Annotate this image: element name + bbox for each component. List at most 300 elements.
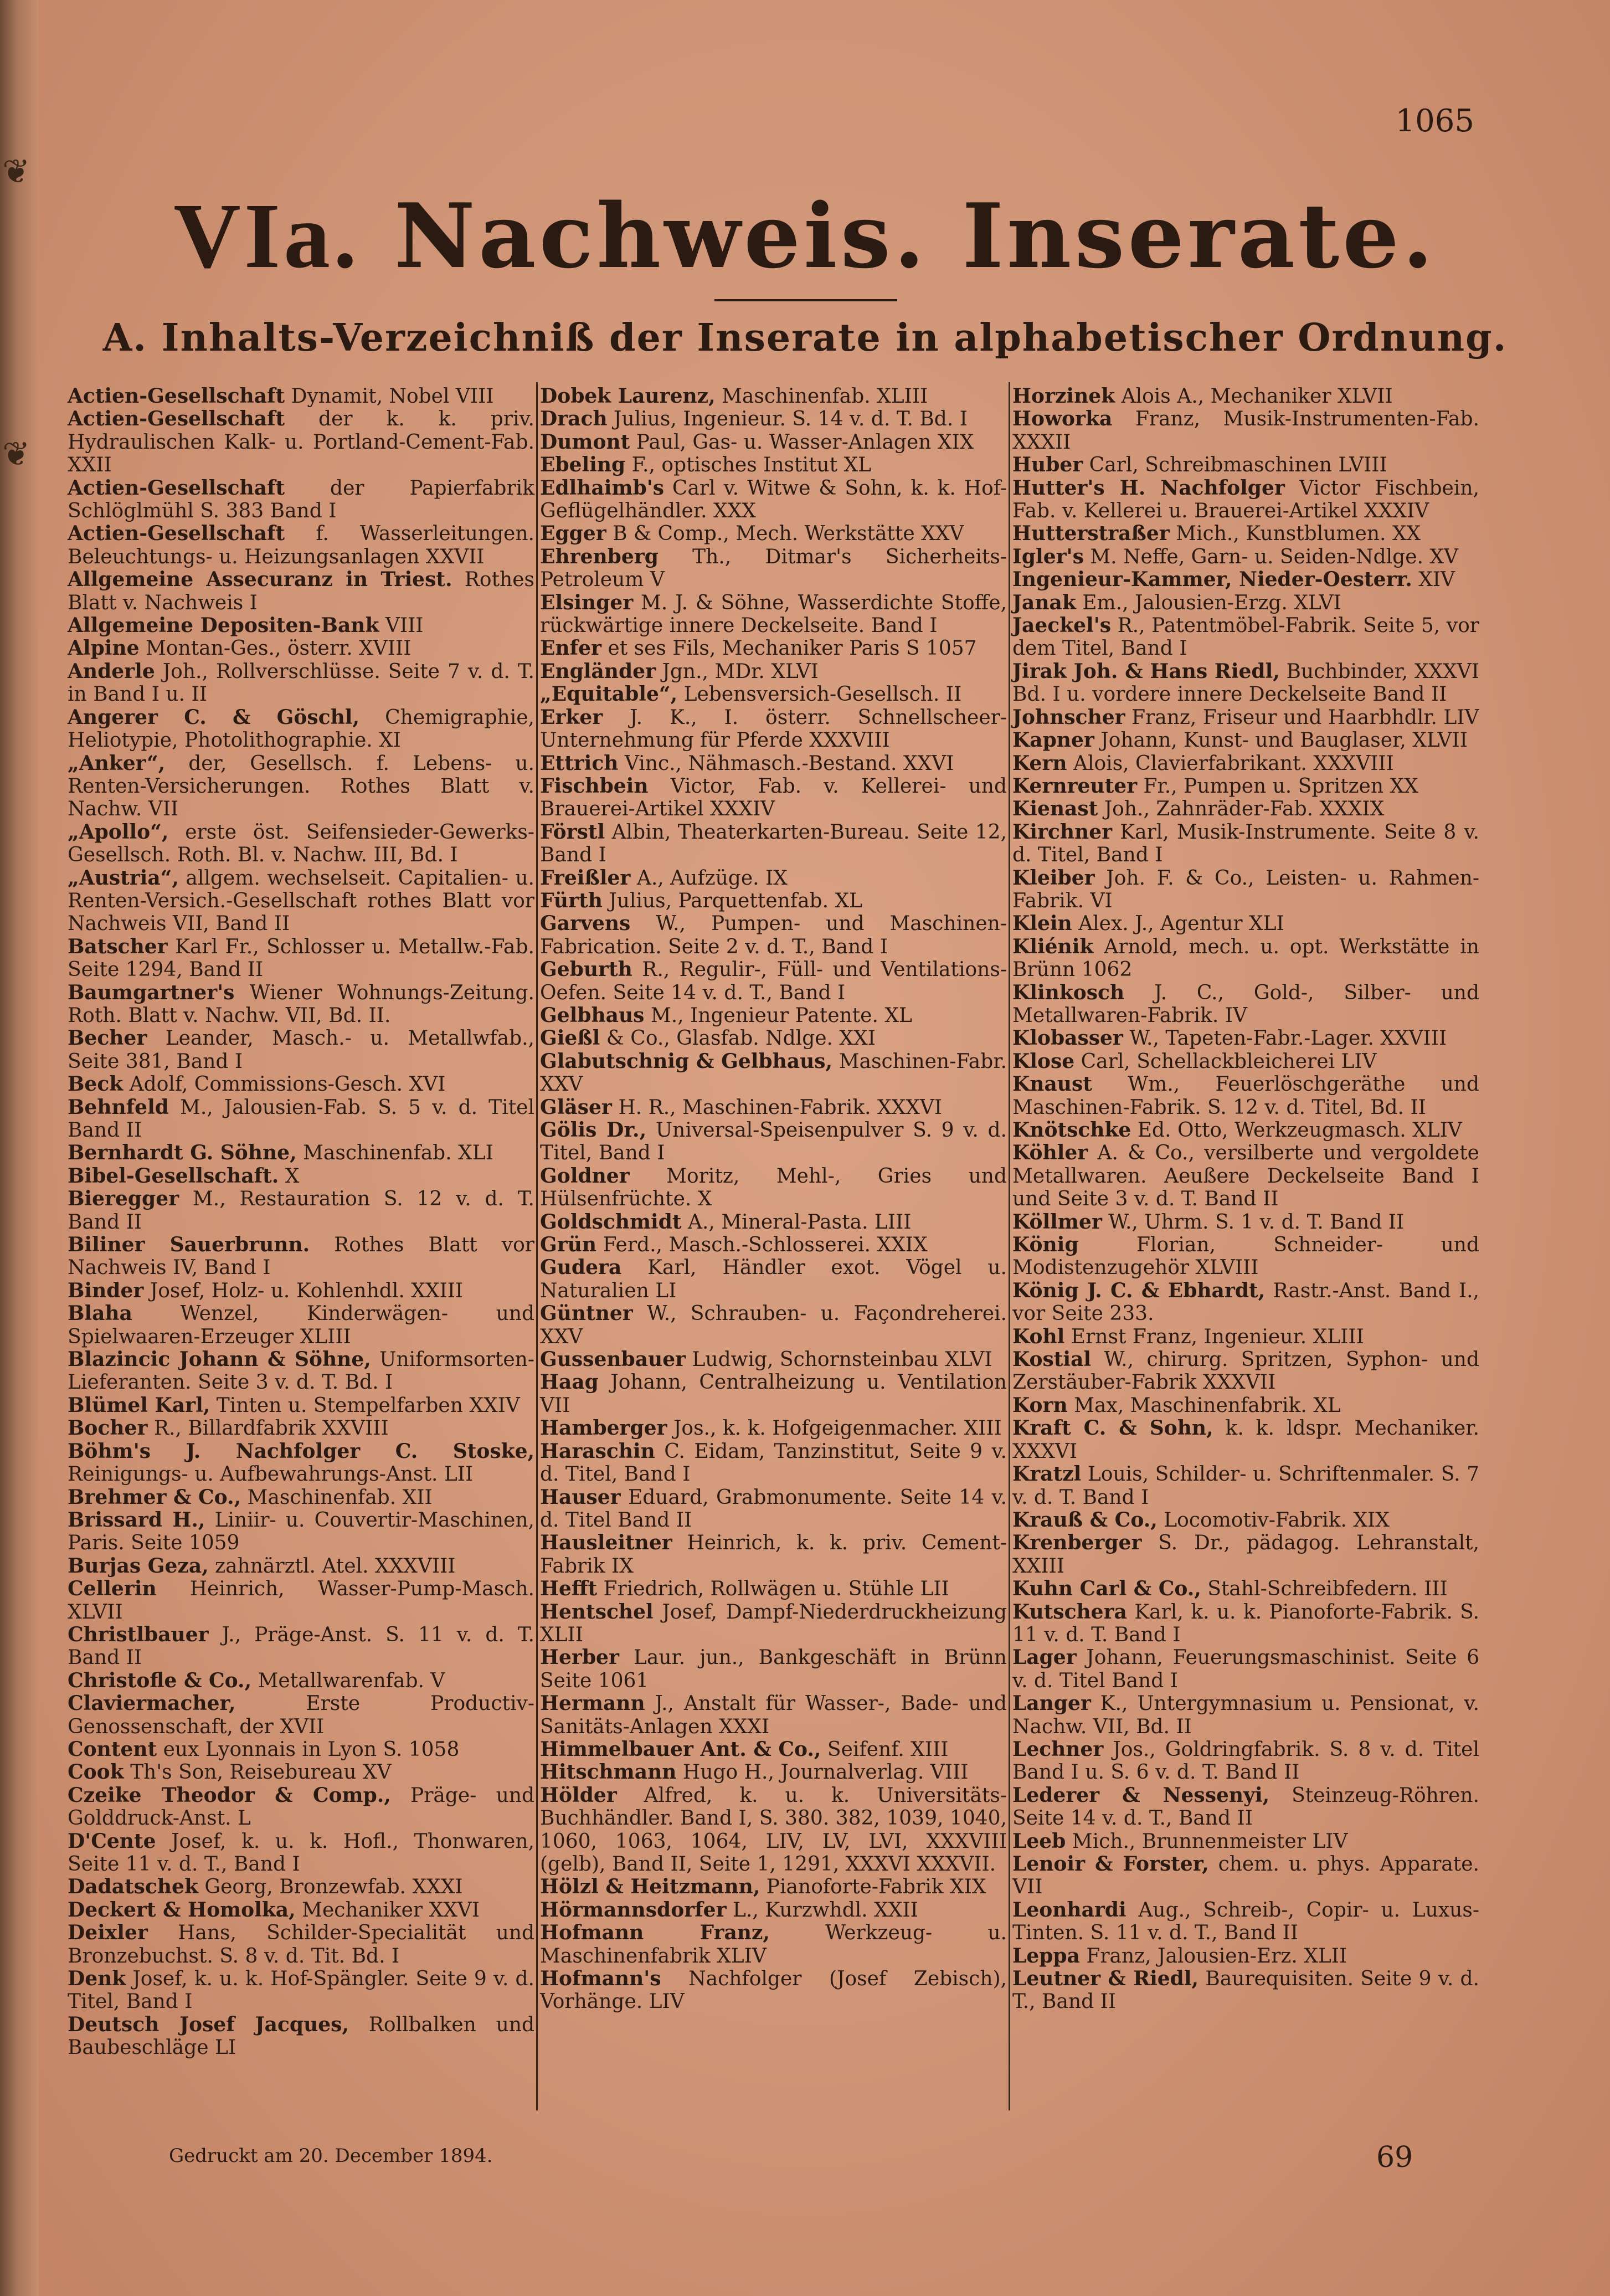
entry-detail: M. Neffe, Garn- u. Seiden-Ndlge. XV: [1083, 545, 1459, 568]
entry-detail: Moritz, Mehl-, Gries und Hülsenfrüchte. X: [540, 1164, 1007, 1211]
entry-detail: Joh., Rollverschlüsse. Seite 7 v. d. T. in Band I u. II: [68, 660, 534, 706]
entry-name: Köllmer: [1012, 1210, 1102, 1234]
entry-name: Lederer & Nessenyi,: [1012, 1783, 1270, 1807]
index-entry: [540, 546, 1007, 592]
entry-name: Alpine: [68, 636, 140, 660]
index-entry: [68, 982, 534, 1028]
index-entry: [1012, 1509, 1479, 1532]
index-entry: [1012, 1692, 1479, 1738]
entry-name: Johnscher: [1012, 705, 1125, 729]
entry-detail: Josef, Dampf-Niederdruckheizung XLII: [540, 1600, 1007, 1646]
index-entry: [68, 1761, 534, 1784]
index-entry: [540, 592, 1007, 638]
entry-detail: Wm., Feuerlöschgeräthe und Maschinen-Fabrik. S. 12 v. d. Titel, Bd. II: [1012, 1073, 1479, 1119]
index-entry: [540, 1646, 1007, 1692]
index-entry: [68, 522, 534, 568]
entry-name: Klobasser: [1012, 1026, 1123, 1050]
index-entry: [68, 1578, 534, 1624]
index-entry: [1012, 1784, 1479, 1830]
index-entry: [1012, 660, 1479, 706]
index-entry: [1012, 1280, 1479, 1326]
print-date-footer: Gedruckt am 20. December 1894.: [169, 2145, 493, 2167]
entry-name: Burjas Geza,: [68, 1554, 209, 1578]
index-entry: [68, 1234, 534, 1280]
entry-name: Herber: [540, 1646, 619, 1670]
entry-detail: R., Billardfabrik XXVIII: [147, 1417, 389, 1440]
index-entry: [1012, 1601, 1479, 1647]
entry-name: Anderle: [68, 659, 155, 683]
entry-name: Denk: [68, 1967, 126, 1991]
entry-detail: Franz, Musik-Instrumenten-Fab. XXXII: [1012, 408, 1479, 454]
entry-name: Knötschke: [1012, 1118, 1131, 1142]
entry-detail: zahnärztl. Atel. XXXVIII: [208, 1554, 456, 1578]
entry-detail: Seifenf. XIII: [821, 1738, 949, 1761]
entry-detail: Julius, Ingenieur. S. 14 v. d. T. Bd. I: [607, 408, 968, 431]
index-entry: [1012, 1211, 1479, 1234]
entry-name: Dadatschek: [68, 1875, 198, 1899]
index-entry: [540, 522, 1007, 545]
entry-name: Haraschin: [540, 1439, 655, 1463]
entry-name: Kienast: [1012, 797, 1098, 821]
index-column-3: [1012, 385, 1479, 2014]
index-entry: [540, 912, 1007, 958]
entry-detail: W., Schrauben- u. Façondreherei. XXV: [540, 1302, 1007, 1348]
index-column-1: [68, 385, 534, 2059]
entry-name: Knaust: [1012, 1072, 1092, 1096]
index-entry: [540, 1371, 1007, 1417]
index-entry: [68, 706, 534, 752]
entry-name: Kliénik: [1012, 934, 1094, 958]
entry-name: Ingenieur-Kammer, Nieder-Oesterr.: [1012, 568, 1412, 592]
entry-detail: Joh., Zahnräder-Fab. XXXIX: [1098, 798, 1385, 821]
index-entry: [540, 1050, 1007, 1096]
entry-name: Enfer: [540, 636, 601, 660]
column-divider: [1009, 382, 1010, 2110]
entry-name: Egger: [540, 522, 606, 546]
entry-name: Hutterstraßer: [1012, 522, 1170, 546]
entry-name: Batscher: [68, 934, 168, 958]
entry-name: Dumont: [540, 430, 630, 454]
entry-name: Kernreuter: [1012, 774, 1138, 798]
entry-name: Böhm's J. Nachfolger C. Stoske,: [68, 1439, 534, 1463]
entry-detail: R., Patentmöbel-Fabrik. Seite 5, vor dem Titel, Band I: [1012, 614, 1479, 660]
entry-detail: Karl, Händler exot. Vögel u. Naturalien LI: [540, 1256, 1007, 1302]
entry-detail: Chemigraphie, Heliotypie, Photolithographie. XI: [68, 706, 535, 752]
entry-detail: Leander, Masch.- u. Metallwfab., Seite 381, Band I: [68, 1027, 534, 1073]
entry-detail: Victor Fischbein, Fab. v. Kellerei u. Brauerei-Artikel XXXIV: [1012, 476, 1479, 523]
entry-name: Leonhardi: [1012, 1898, 1127, 1922]
entry-name: Hamberger: [540, 1416, 667, 1440]
section-title-text: Nachweis. Inserate.: [394, 184, 1437, 288]
entry-name: Kleiber: [1012, 866, 1095, 890]
index-entry: [540, 1761, 1007, 1784]
index-entry: [1012, 614, 1479, 660]
entry-detail: Louis, Schilder- u. Schriftenmaler. S. 7 v. d. T. Band I: [1012, 1463, 1479, 1509]
entry-name: Himmelbauer Ant. & Co.,: [540, 1737, 821, 1761]
index-entry: [540, 867, 1007, 890]
entry-name: Haag: [540, 1370, 599, 1394]
entry-detail: A., Mineral-Pasta. LIII: [681, 1210, 912, 1234]
entry-name: Igler's: [1012, 545, 1084, 568]
index-entry: [1012, 1073, 1479, 1119]
index-entry: [1012, 1417, 1479, 1463]
index-entry: [68, 1348, 534, 1394]
entry-name: Biliner Sauerbrunn.: [68, 1233, 310, 1257]
entry-detail: Locomotiv-Fabrik. XIX: [1157, 1508, 1390, 1532]
index-column-2: [540, 385, 1007, 2014]
entry-detail: Rothes Blatt v. Nachweis I: [68, 568, 534, 614]
entry-detail: Maschinen-Fabr. XXV: [540, 1050, 1007, 1096]
entry-name: Blazincic Johann & Söhne,: [68, 1348, 371, 1372]
entry-detail: Friedrich, Rollwägen u. Stühle LII: [597, 1578, 949, 1601]
entry-name: Kern: [1012, 751, 1067, 775]
entry-name: Engländer: [540, 659, 656, 683]
index-entry: [1012, 477, 1479, 523]
entry-detail: Montan-Ges., österr. XVIII: [139, 637, 411, 660]
entry-name: Klinkosch: [1012, 980, 1125, 1004]
entry-detail: Laur. jun., Bankgeschäft in Brünn Seite 1061: [540, 1646, 1007, 1692]
entry-detail: Adolf, Commissions-Gesch. XVI: [123, 1073, 446, 1096]
index-entry: [1012, 1326, 1479, 1348]
entry-detail: Maschinenfab. XLIII: [715, 385, 928, 408]
entry-name: Güntner: [540, 1302, 633, 1326]
entry-name: Ettrich: [540, 751, 619, 775]
index-entry: [1012, 1050, 1479, 1073]
entry-name: Christofle & Co.,: [68, 1668, 252, 1692]
entry-detail: K., Untergymnasium u. Pensionat, v. Nachw. VII, Bd. II: [1012, 1692, 1479, 1738]
index-entry: [68, 1073, 534, 1096]
entry-detail: Joh. F. & Co., Leisten- u. Rahmen-Fabrik. VI: [1012, 866, 1479, 912]
entry-name: Hörmannsdorfer: [540, 1898, 727, 1922]
entry-detail: S. Dr., pädagog. Lehranstalt, XXIII: [1012, 1532, 1479, 1578]
entry-detail: der k. k. priv. Hydraulischen Kalk- u. Portland-Cement-Fab. XXII: [68, 408, 534, 477]
entry-detail: Tinten u. Stempelfarben XXIV: [210, 1394, 520, 1417]
entry-detail: Dynamit, Nobel VIII: [285, 385, 494, 408]
entry-detail: M. J. & Söhne, Wasserdichte Stoffe, rückwärtige innere Deckelseite. Band I: [540, 591, 1007, 638]
entry-name: Hitschmann: [540, 1760, 677, 1784]
index-entry: [68, 1968, 534, 2014]
entry-detail: J., Präge-Anst. S. 11 v. d. T. Band II: [68, 1623, 534, 1670]
entry-detail: Pianoforte-Fabrik XIX: [760, 1876, 986, 1899]
entry-detail: Karl, k. u. k. Pianoforte-Fabrik. S. 11 v. d. T. Band I: [1012, 1600, 1479, 1646]
index-entry: [1012, 936, 1479, 982]
entry-name: Geburth: [540, 958, 632, 982]
column-divider: [536, 382, 538, 2110]
entry-name: Deixler: [68, 1921, 148, 1945]
entry-detail: Alois, Clavierfabrikant. XXXVIII: [1067, 752, 1394, 775]
index-entry: [540, 1601, 1007, 1647]
index-entry: [68, 568, 534, 614]
entry-detail: Rollbalken und Baubeschläge LI: [68, 2013, 535, 2059]
index-entry: [1012, 821, 1479, 867]
entry-detail: Th., Ditmar's Sicherheits-Petroleum V: [540, 545, 1007, 592]
ornament-icon: ❦: [2, 152, 30, 191]
index-entry: [1012, 1348, 1479, 1394]
index-entry: [540, 1440, 1007, 1486]
entry-name: Ehrenberg: [540, 545, 659, 568]
index-entry: [68, 1738, 534, 1761]
index-entry: [1012, 385, 1479, 408]
entry-detail: Jgn., MDr. XLVI: [656, 660, 819, 683]
index-entry: [540, 1211, 1007, 1234]
entry-detail: Carl, Schreibmaschinen LVIII: [1083, 454, 1387, 477]
entry-detail: J., Anstalt für Wasser-, Bade- und Sanitäts-Anlagen XXXI: [540, 1692, 1007, 1738]
entry-detail: Nachfolger (Josef Zebisch), Vorhänge. LIV: [540, 1968, 1007, 2014]
entry-name: Bieregger: [68, 1187, 179, 1211]
entry-detail: J. C., Gold-, Silber- und Metallwaren-Fabrik. IV: [1012, 981, 1479, 1027]
index-entry: [1012, 729, 1479, 752]
entry-name: Hefft: [540, 1577, 598, 1601]
entry-name: Deckert & Homolka,: [68, 1898, 296, 1922]
entry-detail: allgem. wechselseit. Capitalien- u. Renten-Versich.-Gesellschaft rothes Blatt vor Nachweis VII, Band II: [68, 866, 534, 936]
entry-name: Drach: [540, 407, 608, 431]
index-entry: [68, 637, 534, 660]
index-entry: [540, 775, 1007, 821]
entry-name: König J. C. & Ebhardt,: [1012, 1278, 1266, 1302]
entry-detail: Mich., Kunstblumen. XX: [1169, 522, 1421, 546]
entry-name: Grün: [540, 1233, 597, 1257]
index-entry: [1012, 568, 1479, 591]
entry-name: „Apollo“,: [68, 820, 169, 844]
index-entry: [68, 1876, 534, 1898]
entry-name: Cellerin: [68, 1577, 157, 1601]
index-entry: [540, 1165, 1007, 1211]
index-entry: [1012, 752, 1479, 775]
entry-name: Klein: [1012, 912, 1072, 936]
index-entry: [540, 1899, 1007, 1922]
entry-name: Lager: [1012, 1646, 1077, 1670]
entry-name: Kapner: [1012, 728, 1094, 752]
entry-name: Gelbhaus: [540, 1003, 645, 1027]
entry-name: Gudera: [540, 1256, 622, 1280]
index-entry: [1012, 1830, 1479, 1853]
entry-detail: Werkzeug- u. Maschinenfabrik XLIV: [540, 1922, 1007, 1968]
entry-name: Hofmann Franz,: [540, 1921, 770, 1945]
entry-detail: W., Uhrm. S. 1 v. d. T. Band II: [1102, 1210, 1405, 1234]
entry-name: Hutter's H. Nachfolger: [1012, 476, 1285, 500]
entry-name: Goldschmidt: [540, 1210, 682, 1234]
entry-detail: Wiener Wohnungs-Zeitung. Roth. Blatt v. Nachw. VII, Bd. II.: [68, 981, 534, 1027]
entry-name: Actien-Gesellschaft: [68, 407, 285, 431]
entry-name: Jirak Joh. & Hans Riedl,: [1012, 659, 1280, 683]
index-entry: [1012, 1945, 1479, 1968]
index-entry: [68, 1417, 534, 1440]
entry-name: Hauser: [540, 1485, 621, 1509]
entry-detail: Hans, Schilder-Specialität und Bronzebuchst. S. 8 v. d. Tit. Bd. I: [68, 1922, 534, 1968]
entry-detail: XIV: [1412, 568, 1455, 592]
entry-name: Kratzl: [1012, 1462, 1082, 1486]
entry-name: Korn: [1012, 1393, 1068, 1417]
entry-name: Bernhardt G. Söhne,: [68, 1141, 297, 1165]
entry-detail: Wenzel, Kinderwägen- und Spielwaaren-Erzeuger XLIII: [68, 1302, 534, 1348]
entry-name: Hölder: [540, 1783, 617, 1807]
index-entry: [68, 1302, 534, 1348]
entry-detail: Josef, k. u. k. Hof-Spängler. Seite 9 v. d. Titel, Band I: [68, 1968, 534, 2014]
index-entry: [540, 1256, 1007, 1302]
entry-detail: Ed. Otto, Werkzeugmasch. XLIV: [1131, 1119, 1462, 1142]
entry-name: Freißler: [540, 866, 631, 890]
index-entry: [540, 1784, 1007, 1876]
entry-detail: Julius, Parquettenfab. XL: [602, 889, 862, 912]
entry-detail: W., Tapeten-Fabr.-Lager. XXVIII: [1123, 1027, 1447, 1050]
entry-name: Blümel Karl,: [68, 1393, 210, 1417]
index-entry: [1012, 867, 1479, 913]
entry-name: Allgemeine Depositen-Bank: [68, 614, 379, 638]
index-entry: [540, 1738, 1007, 1761]
entry-name: Bocher: [68, 1416, 148, 1440]
entry-detail: Reinigungs- u. Aufbewahrungs-Anst. LII: [68, 1463, 474, 1486]
entry-detail: A. & Co., versilberte und vergoldete Metallwaren. Aeußere Deckelseite Band I und Seite 3 v. d. T. Band II: [1012, 1142, 1479, 1211]
entry-name: Becher: [68, 1026, 147, 1050]
entry-name: Edlhaimb's: [540, 476, 665, 500]
entry-detail: & Co., Glasfab. Ndlge. XXI: [600, 1027, 876, 1050]
entry-detail: Rastr.-Anst. Band I., vor Seite 233.: [1012, 1279, 1479, 1326]
index-entry: [68, 1670, 534, 1692]
entry-detail: W., chirurg. Spritzen, Syphon- und Zerstäuber-Fabrik XXXVII: [1012, 1348, 1479, 1394]
index-entry: [540, 431, 1007, 454]
entry-name: Lenoir & Forster,: [1012, 1852, 1209, 1876]
entry-name: „Anker“,: [68, 751, 166, 775]
entry-name: Hölzl & Heitzmann,: [540, 1875, 760, 1899]
entry-detail: Liniir- u. Couvertir-Maschinen, Paris. Seite 1059: [68, 1508, 534, 1555]
entry-detail: Erste Productiv-Genossenschaft, der XVII: [68, 1692, 534, 1738]
entry-detail: C. Eidam, Tanzinstitut, Seite 9 v. d. Titel, Band I: [540, 1440, 1007, 1486]
index-entry: [1012, 1234, 1479, 1280]
entry-detail: R., Regulir-, Füll- und Ventilations-Oefen. Seite 14 v. d. T., Band I: [540, 958, 1007, 1004]
index-entry: [1012, 1142, 1479, 1210]
entry-name: Langer: [1012, 1692, 1091, 1715]
index-entry: [540, 890, 1007, 912]
entry-detail: Jos., Goldringfabrik. S. 8 v. d. Titel Band I u. S. 6 v. d. T. Band II: [1012, 1738, 1479, 1784]
entry-name: Köhler: [1012, 1141, 1088, 1165]
index-entry: [540, 1578, 1007, 1600]
entry-detail: Maschinenfab. XII: [241, 1486, 433, 1509]
entry-name: Kostial: [1012, 1348, 1092, 1372]
entry-name: Krenberger: [1012, 1531, 1142, 1555]
index-entry: [68, 1692, 534, 1738]
entry-name: Hausleitner: [540, 1531, 672, 1555]
entry-name: Beck: [68, 1072, 124, 1096]
index-entry: [68, 936, 534, 982]
entry-name: Actien-Gesellschaft: [68, 384, 285, 408]
index-entry: [540, 958, 1007, 1004]
index-entry: [540, 408, 1007, 430]
entry-detail: Steinzeug-Röhren. Seite 14 v. d. T., Band II: [1012, 1784, 1480, 1830]
entry-name: Horzinek: [1012, 384, 1115, 408]
entry-name: Krauß & Co.,: [1012, 1508, 1158, 1532]
index-entry: [1012, 1463, 1479, 1509]
entry-detail: erste öst. Seifensieder-Gewerks-Gesellsch. Roth. Bl. v. Nachw. III, Bd. I: [68, 820, 534, 867]
index-entry: [68, 1830, 534, 1876]
index-entry: [540, 1004, 1007, 1027]
entry-detail: Alex. J., Agentur XLI: [1072, 912, 1284, 936]
index-entry: [540, 1922, 1007, 1968]
entry-detail: chem. u. phys. Apparate. VII: [1012, 1853, 1479, 1899]
entry-detail: Stahl-Schreibfedern. III: [1201, 1578, 1448, 1601]
entry-detail: Arnold, mech. u. opt. Werkstätte in Brünn 1062: [1012, 935, 1479, 982]
index-entry: [540, 683, 1007, 706]
index-entry: [68, 1899, 534, 1922]
entry-detail: Alfred, k. u. k. Universitäts-Buchhändler. Band I, S. 380. 382, 1039, 1040, 1060, 1063, 1064, LIV, LV, LVI, XXXVIII (gelb), Band II, Seite 1, 1291, XXXVI XXXVII.: [540, 1784, 1007, 1876]
index-entry: [540, 1348, 1007, 1371]
entry-name: Leutner & Riedl,: [1012, 1967, 1199, 1991]
entry-detail: Jos., k. k. Hofgeigenmacher. XIII: [667, 1417, 1002, 1440]
index-entry: [1012, 798, 1479, 820]
index-entry: [68, 1555, 534, 1578]
entry-name: Czeike Theodor & Comp.,: [68, 1783, 391, 1807]
entry-name: Gläser: [540, 1095, 612, 1119]
entry-detail: Paul, Gas- u. Wasser-Anlagen XIX: [630, 430, 974, 454]
entry-detail: k. k. ldspr. Mechaniker. XXXVI: [1012, 1417, 1479, 1463]
signature-mark: 69: [1376, 2141, 1413, 2174]
entry-name: Förstl: [540, 820, 605, 844]
entry-name: Claviermacher,: [68, 1692, 236, 1715]
index-entry: [68, 1027, 534, 1073]
index-entry: [68, 408, 534, 476]
index-entry: [540, 821, 1007, 867]
index-entry: [68, 1165, 534, 1188]
entry-detail: Johann, Centralheizung u. Ventilation VII: [540, 1371, 1007, 1417]
entry-detail: Max, Maschinenfabrik. XL: [1067, 1394, 1341, 1417]
index-entry: [1012, 1738, 1479, 1784]
index-entry: [540, 1968, 1007, 2014]
index-entry: [1012, 1899, 1479, 1945]
entry-name: „Austria“,: [68, 866, 179, 890]
entry-detail: A., Aufzüge. IX: [630, 866, 788, 890]
index-entry: [68, 1394, 534, 1417]
entry-name: Hofmann's: [540, 1967, 661, 1991]
index-entry: [540, 1119, 1007, 1165]
index-entry: [68, 1188, 534, 1234]
entry-detail: Alois A., Mechaniker XLVII: [1115, 385, 1393, 408]
entry-detail: Uniformsorten-Lieferanten. Seite 3 v. d. T. Bd. I: [68, 1348, 534, 1394]
entry-name: Glabutschnig & Gelbhaus,: [540, 1049, 833, 1073]
index-entry: [1012, 522, 1479, 545]
index-entry: [540, 1234, 1007, 1256]
index-entry: [68, 1486, 534, 1509]
entry-detail: F., optisches Institut XL: [625, 454, 872, 477]
entry-name: Deutsch Josef Jacques,: [68, 2012, 349, 2036]
entry-name: König: [1012, 1233, 1079, 1257]
entry-detail: J. K., I. österr. Schnellscheer-Unternehmung für Pferde XXXVIII: [540, 706, 1007, 752]
index-entry: [1012, 546, 1479, 568]
index-entry: [1012, 1646, 1479, 1692]
entry-name: Janak: [1012, 590, 1076, 614]
entry-detail: Florian, Schneider- und Modistenzugehör XLVIII: [1012, 1234, 1479, 1280]
entry-name: Gussenbauer: [540, 1348, 686, 1372]
title-divider: [714, 299, 897, 301]
entry-name: Kuhn Carl & Co.,: [1012, 1577, 1201, 1601]
entry-detail: Präge- und Golddruck-Anst. L: [68, 1784, 534, 1830]
entry-detail: Aug., Schreib-, Copir- u. Luxus-Tinten. S. 11 v. d. T., Band II: [1012, 1898, 1479, 1945]
index-entry: [68, 1624, 534, 1670]
index-entry: [68, 1509, 534, 1555]
entry-name: Cook: [68, 1760, 124, 1784]
entry-name: Actien-Gesellschaft: [68, 522, 285, 546]
entry-detail: der, Gesellsch. f. Lebens- u. Renten-Versicherungen. Rothes Blatt v. Nachw. VII: [68, 752, 534, 821]
entry-detail: eux Lyonnais in Lyon S. 1058: [157, 1738, 460, 1761]
entry-detail: Josef, Holz- u. Kohlenhdl. XXIII: [143, 1279, 464, 1302]
entry-name: Erker: [540, 705, 603, 729]
index-entry: [1012, 1532, 1479, 1578]
entry-detail: Heinrich, Wasser-Pump-Masch. XLVII: [68, 1578, 534, 1624]
entry-name: Bibel-Gesellschaft.: [68, 1164, 279, 1188]
entry-detail: f. Wasserleitungen. Beleuchtungs- u. Heizungsanlagen XXVII: [68, 522, 534, 568]
section-title: [0, 183, 1610, 290]
entry-detail: Mich., Brunnenmeister LIV: [1066, 1830, 1348, 1853]
index-entry: [540, 1692, 1007, 1738]
entry-detail: Karl, Musik-Instrumente. Seite 8 v. d. Titel, Band I: [1012, 820, 1479, 867]
